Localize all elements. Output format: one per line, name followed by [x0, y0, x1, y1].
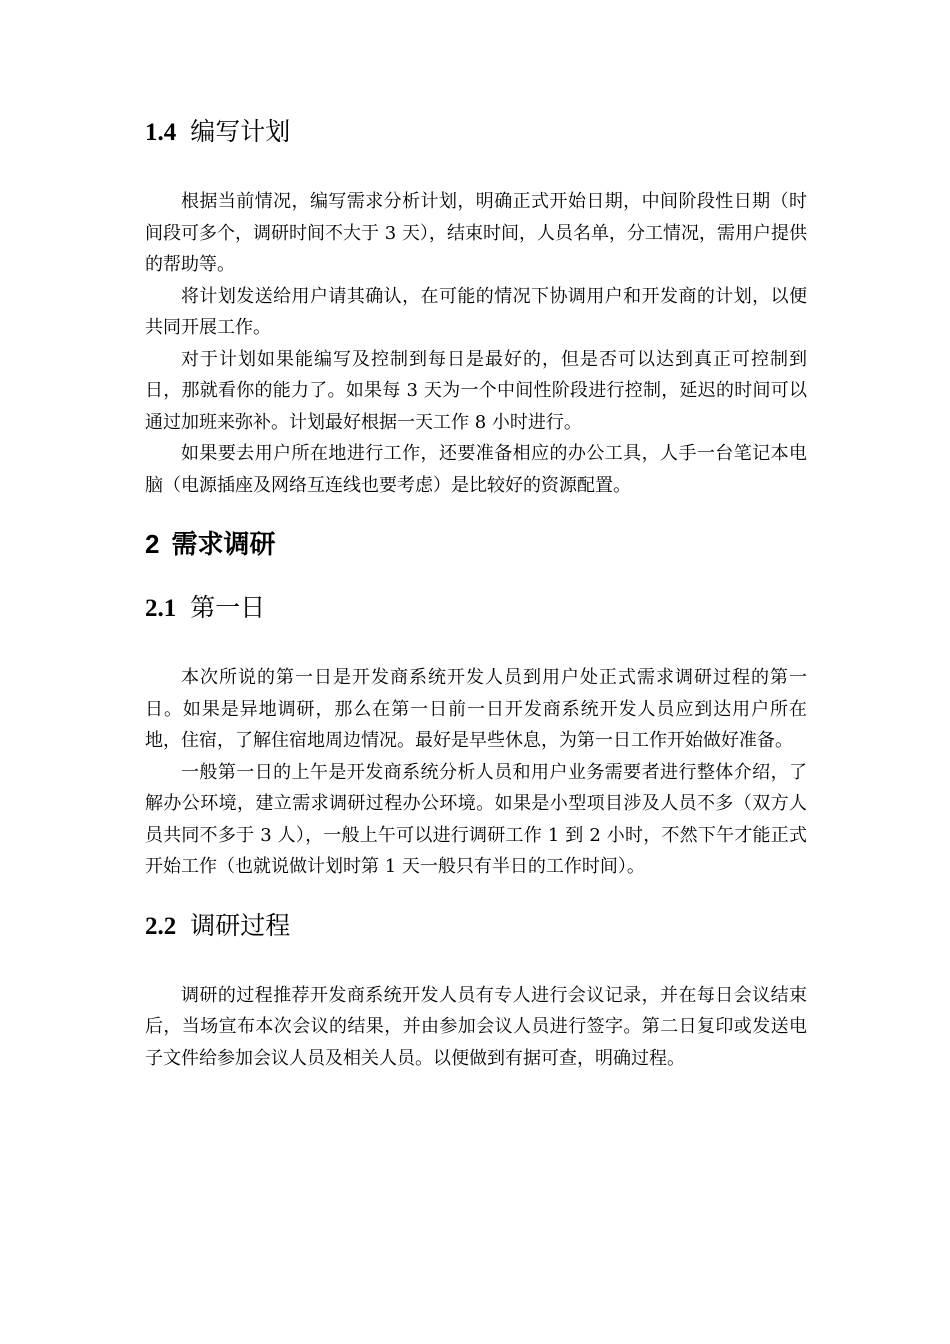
heading-number: 2	[145, 529, 160, 559]
heading-section-2	[145, 522, 807, 566]
heading-number: 1.4	[145, 119, 177, 146]
heading-number: 2.1	[145, 595, 177, 622]
paragraph: 如果要去用户所在地进行工作，还要准备相应的办公工具，人手一台笔记本电脑（电源插座及网络互连线也要考虑）是比较好的资源配置。	[145, 443, 807, 496]
heading-section-1-4	[145, 110, 807, 154]
paragraph: 根据当前情况，编写需求分析计划，明确正式开始日期，中间阶段性日期（时间段可多个，调研时间不大于 3 天），结束时间，人员名单，分工情况，需用户提供的帮助等。	[145, 191, 807, 275]
heading-section-2-2	[145, 904, 807, 948]
paragraph: 一般第一日的上午是开发商系统分析人员和用户业务需要者进行整体介绍，了解办公环境，建立需求调研过程办公环境。如果是小型项目涉及人员不多（双方人员共同不多于 3 人），一般上午可以进行调研工作 1 到 2 小时，不然下午才能正式开始工作（也就说做计划时第 1 天一般只有半日的工作时间）。	[145, 761, 807, 877]
heading-section-2-1	[145, 586, 807, 630]
heading-title: 调研过程	[190, 910, 291, 940]
heading-title: 编写计划	[190, 117, 291, 146]
document-body	[145, 110, 807, 1074]
paragraph: 对于计划如果能编写及控制到每日是最好的，但是否可以达到真正可控制到日，那就看你的能力了。如果每 3 天为一个中间性阶段进行控制，延迟的时间可以通过加班来弥补。计划最好根据一天工作 8 小时进行。	[145, 348, 807, 433]
paragraph: 将计划发送给用户请其确认，在可能的情况下协调用户和开发商的计划，以便共同开展工作。	[145, 285, 807, 338]
paragraph: 调研的过程推荐开发商系统开发人员有专人进行会议记录，并在每日会议结束后，当场宣布本次会议的结果，并由参加会议人员进行签字。第二日复印或发送电子文件给参加会议人员及相关人员。以便做到有据可查，明确过程。	[145, 984, 807, 1069]
heading-title: 需求调研	[171, 530, 276, 560]
heading-number: 2.2	[145, 912, 177, 940]
heading-title: 第一日	[190, 593, 266, 622]
paragraph: 本次所说的第一日是开发商系统开发人员到用户处正式需求调研过程的第一日。如果是异地调研，那么在第一日前一日开发商系统开发人员应到达用户所在地，住宿，了解住宿地周边情况。最好是早些休息，为第一日工作开始做好准备。	[145, 667, 807, 751]
